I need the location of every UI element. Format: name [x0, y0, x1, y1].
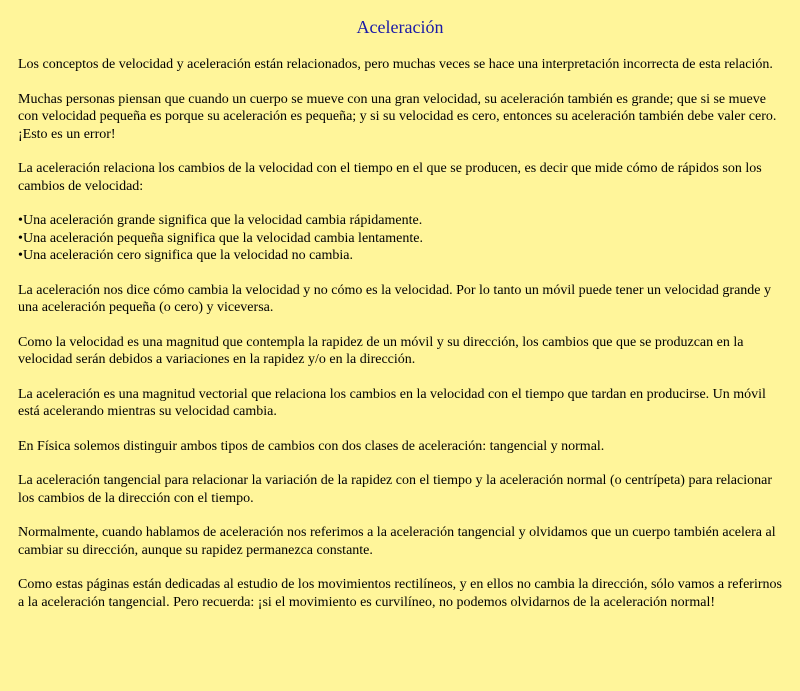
paragraph-direction-changes: Como la velocidad es una magnitud que contempla la rapidez de un móvil y su dirección, los cambios que que se produzcan en la velocidad serán debidos a variaciones en la rapidez y/o en la dirección.: [18, 334, 744, 367]
bullet-text: Una aceleración pequeña significa que la velocidad cambia lentamente.: [23, 230, 423, 246]
acceleration-bullet-list: [18, 212, 782, 265]
paragraph-vector-magnitude: La aceleración es una magnitud vectorial que relaciona los cambios en la velocidad con el tiempo que tardan en producirse. Un móvil está acelerando mientras su velocidad cambia.: [18, 386, 766, 419]
paragraph-tangential-normal: La aceleración tangencial para relacionar la variación de la rapidez con el tiempo y la aceleración normal (o centrípeta) para relacionar los cambios de la dirección con el tiempo.: [18, 473, 773, 506]
paragraph-misconception: Muchas personas piensan que cuando un cuerpo se mueve con una gran velocidad, su aceleración también es grande; que si se mueve con velocidad pequeña es porque su aceleración es pequeña; y si su velocidad es cero, entonces su aceleración también debe valer cero. ¡Esto es un error!: [18, 91, 777, 142]
paragraph-intro: Los conceptos de velocidad y aceleración están relacionados, pero muchas veces se hace una interpretación incorrecta de esta relación.: [18, 57, 773, 72]
paragraph-conclusion: Como estas páginas están dedicadas al estudio de los movimientos rectilíneos, y en ellos no cambia la dirección, sólo vamos a referirnos a la aceleración tangencial. Pero recuerda: ¡si el movimiento es curvilíneo, no podemos olvidarnos de la aceleración normal!: [18, 577, 782, 610]
paragraph-definition: La aceleración relaciona los cambios de la velocidad con el tiempo en el que se producen, es decir que mide cómo de rápidos son los cambios de velocidad:: [18, 161, 762, 194]
bullet-icon: •: [18, 213, 23, 228]
paragraph-usually-tangential: Normalmente, cuando hablamos de aceleración nos referimos a la aceleración tangencial y olvidamos que un cuerpo también acelera al cambiar su dirección, aunque su rapidez permanezca constante.: [18, 525, 776, 558]
paragraph-velocity-vs-acceleration: La aceleración nos dice cómo cambia la velocidad y no cómo es la velocidad. Por lo tanto un móvil puede tener un velocidad grande y una aceleración pequeña (o cero) y viceversa.: [18, 282, 772, 315]
list-item: [18, 230, 782, 248]
paragraph-two-types: En Física solemos distinguir ambos tipos de cambios con dos clases de aceleración: tangencial y normal.: [18, 438, 605, 454]
list-item: [18, 212, 782, 230]
bullet-text: Una aceleración cero significa que la velocidad no cambia.: [23, 248, 354, 263]
bullet-icon: •: [18, 230, 23, 246]
list-item: [18, 247, 782, 265]
bullet-text: Una aceleración grande significa que la velocidad cambia rápidamente.: [23, 213, 423, 228]
bullet-icon: •: [18, 248, 23, 263]
page-title: Aceleración: [356, 17, 444, 37]
